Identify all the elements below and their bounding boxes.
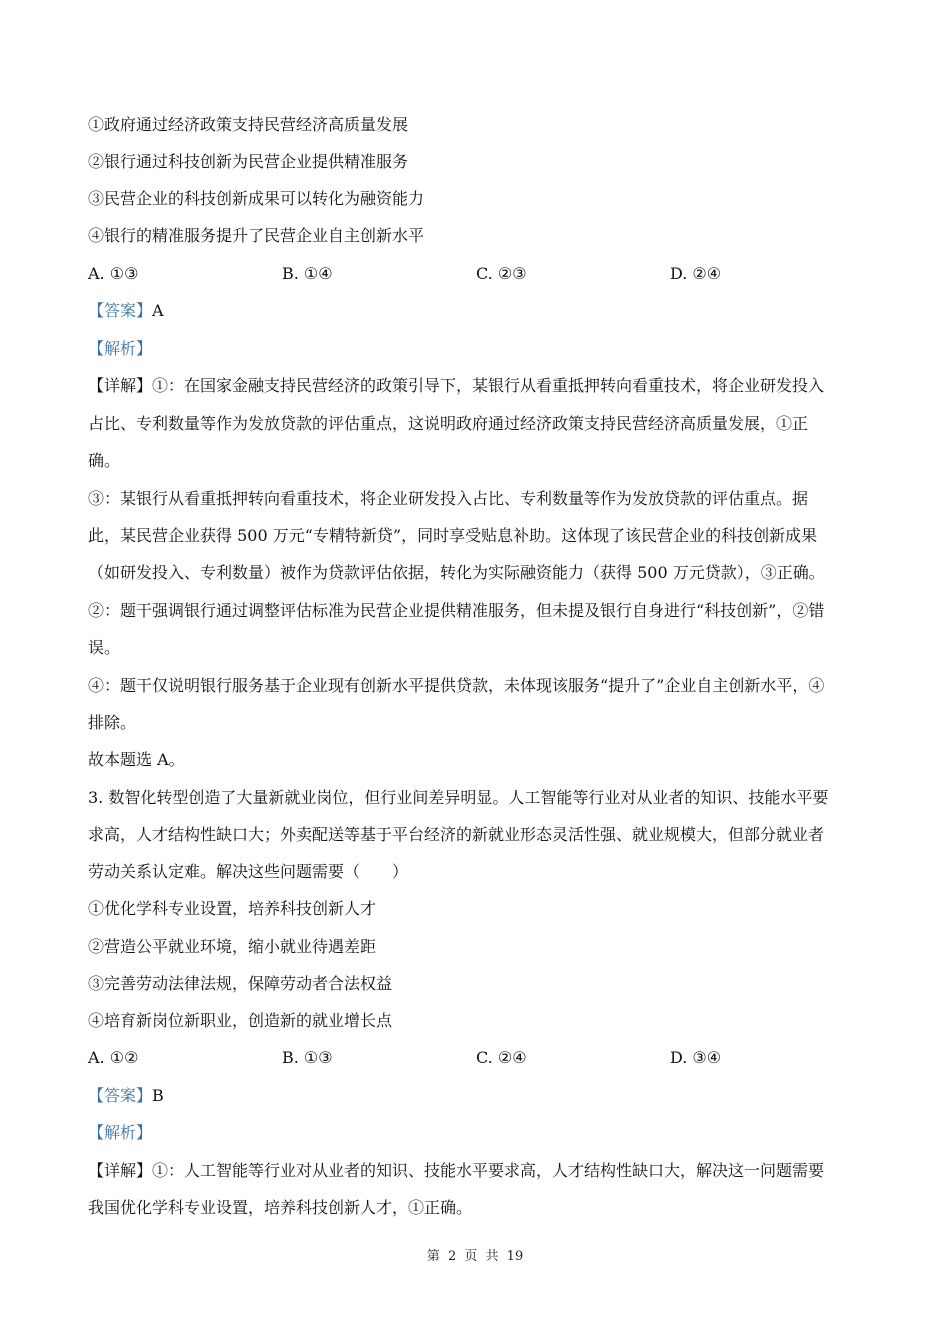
q3-stem-line-3: 劳动关系认定难。解决这些问题需要（ ） <box>88 862 409 881</box>
q3-stem-line-1: 3. 数智化转型创造了大量新就业岗位，但行业间差异明显。人工智能等行业对从业者的知识、技能水平要 <box>88 788 829 807</box>
q3-detail-text: ①：人工智能等行业对从业者的知识、技能水平要求高，人才结构性缺口大，解决这一问题需要 <box>152 1161 825 1180</box>
q2-detail-line-2: 占比、专利数量等作为发放贷款的评估重点，这说明政府通过经济政策支持民营经济高质量发展，①正 <box>88 414 809 433</box>
q2-option-b: B. ①④ <box>282 264 333 283</box>
q2-statement-2: ②银行通过科技创新为民营企业提供精准服务 <box>88 152 409 171</box>
q2-answer <box>88 301 868 321</box>
q3-answer-value: B <box>152 1086 164 1105</box>
q2-detail-line-1 <box>88 376 868 396</box>
q2-detail-line-8: 误。 <box>88 638 121 657</box>
q2-option-c: C. ②③ <box>476 264 527 283</box>
page-footer <box>0 1248 950 1266</box>
q2-conclusion: 故本题选 A。 <box>88 750 185 769</box>
q3-option-b: B. ①③ <box>282 1048 333 1067</box>
q2-answer-value: A <box>152 301 164 320</box>
q2-detail-line-5: 此，某民营企业获得 500 万元“专精特新贷”，同时享受贴息补助。这体现了该民营企业的科技创新成果 <box>88 526 818 545</box>
q3-option-d: D. ③④ <box>670 1048 722 1067</box>
q3-detail-label: 【详解】 <box>88 1161 153 1180</box>
q2-detail-line-4: ③：某银行从看重抵押转向看重技术，将企业研发投入占比、专利数量等作为发放贷款的评估重点。据 <box>88 489 809 508</box>
q2-analysis-label: 【解析】 <box>88 339 153 358</box>
q2-statement-3: ③民营企业的科技创新成果可以转化为融资能力 <box>88 189 425 208</box>
q3-answer-label: 【答案】 <box>88 1086 153 1105</box>
q2-detail-label: 【详解】 <box>88 376 153 395</box>
q3-answer <box>88 1086 868 1106</box>
q2-option-d: D. ②④ <box>670 264 722 283</box>
q3-option-c: C. ②④ <box>476 1048 527 1067</box>
q3-detail-line-2: 我国优化学科专业设置，培养科技创新人才，①正确。 <box>88 1198 473 1217</box>
q2-detail-line-7: ②：题干强调银行通过调整评估标准为民营企业提供精准服务，但未提及银行自身进行“科技创新”，②错 <box>88 601 825 620</box>
footer-total-label: 共 <box>485 1249 499 1264</box>
footer-total: 19 <box>506 1249 524 1264</box>
q2-option-a: A. ①③ <box>88 264 139 283</box>
footer-prefix: 第 <box>426 1249 440 1264</box>
q2-detail-text: ①：在国家金融支持民营经济的政策引导下，某银行从看重抵押转向看重技术，将企业研发投入 <box>152 376 825 395</box>
q3-option-a: A. ①② <box>88 1048 139 1067</box>
q3-stem-line-2: 求高，人才结构性缺口大；外卖配送等基于平台经济的新就业形态灵活性强、就业规模大，但部分就业者 <box>88 825 825 844</box>
footer-page-number: 2 <box>447 1249 457 1264</box>
q3-statement-2: ②营造公平就业环境，缩小就业待遇差距 <box>88 937 377 956</box>
q2-statement-4: ④银行的精准服务提升了民营企业自主创新水平 <box>88 226 425 245</box>
q2-detail-line-3: 确。 <box>88 451 121 470</box>
q2-detail-line-6: （如研发投入、专利数量）被作为贷款评估依据，转化为实际融资能力（获得 500 万元贷款），③正确。 <box>88 563 825 582</box>
q3-statement-4: ④培育新岗位新职业，创造新的就业增长点 <box>88 1011 393 1030</box>
q2-detail-line-9: ④：题干仅说明银行服务基于企业现有创新水平提供贷款，未体现该服务“提升了”企业自主创新水平，④ <box>88 676 825 695</box>
q2-answer-label: 【答案】 <box>88 301 153 320</box>
q3-analysis-label: 【解析】 <box>88 1123 153 1142</box>
q2-statement-1: ①政府通过经济政策支持民营经济高质量发展 <box>88 115 409 134</box>
q3-statement-1: ①优化学科专业设置，培养科技创新人才 <box>88 899 377 918</box>
q3-detail-line-1 <box>88 1161 868 1181</box>
q2-detail-line-10: 排除。 <box>88 713 137 732</box>
q3-statement-3: ③完善劳动法律法规，保障劳动者合法权益 <box>88 974 393 993</box>
footer-mid: 页 <box>464 1249 478 1264</box>
